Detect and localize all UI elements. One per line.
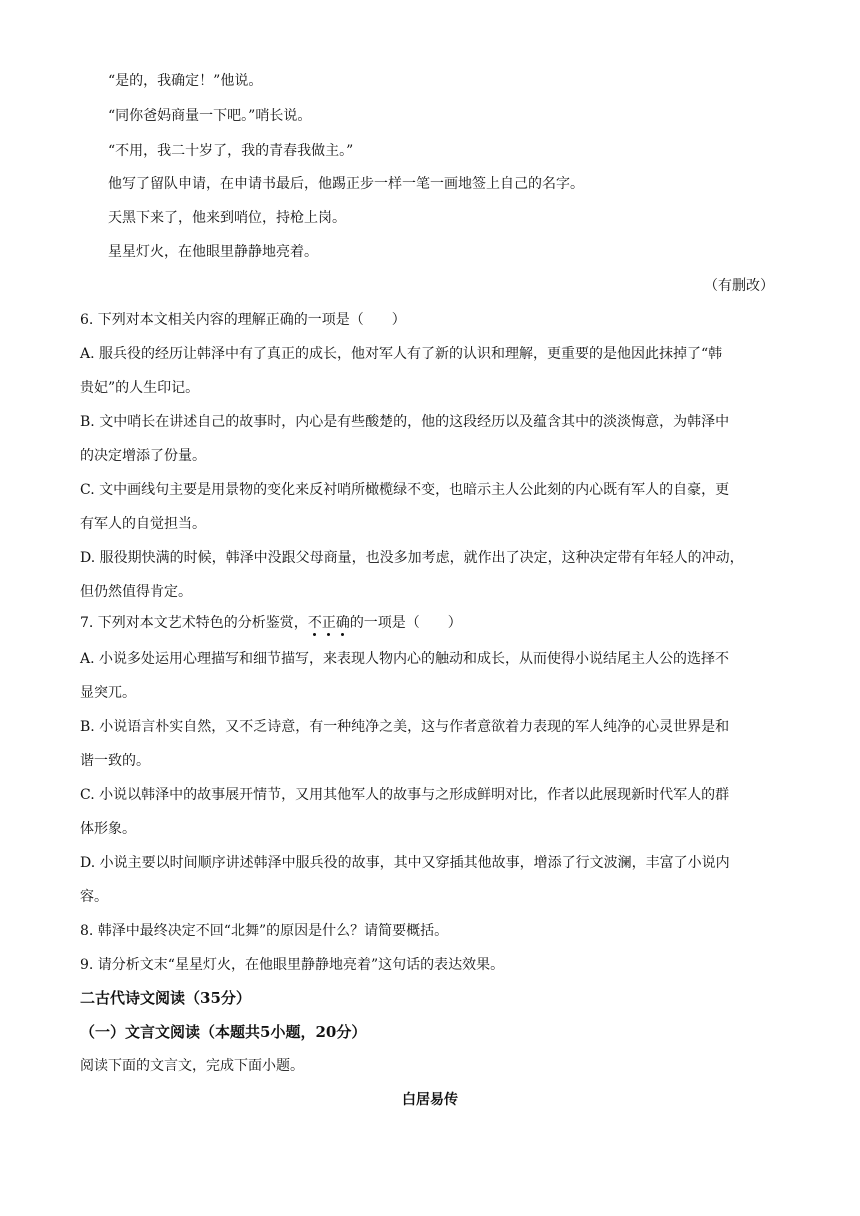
question-6-option-a: A. 服兵役的经历让韩泽中有了真正的成长，他对军人有了新的认识和理解，更重要的是他因此抹掉了“韩 — [80, 346, 723, 362]
emphasis-char: 不 — [307, 615, 322, 631]
question-7-option-a: A. 小说多处运用心理描写和细节描写，来表现人物内心的触动和成长，从而使得小说结尾主人公的选择不 — [80, 651, 730, 667]
question-7-option-d: D. 小说主要以时间顺序讲述韩泽中服兵役的故事，其中又穿插其他故事，增添了行文波澜，丰富了小说内 — [80, 855, 730, 871]
section-2-subtitle: （一）文言文阅读（本题共5小题，20分） — [80, 1023, 367, 1041]
emphasis-char: 确 — [335, 615, 350, 631]
question-7-stem-post: 的一项是（ ） — [349, 615, 462, 631]
story-line: “不用，我二十岁了，我的青春我做主。” — [108, 143, 354, 159]
question-6-option-b: B. 文中哨长在讲述自己的故事时，内心是有些酸楚的，他的这段经历以及蕴含其中的淡淡悔意，为韩泽中 — [80, 414, 730, 430]
question-7-stem — [80, 613, 462, 633]
question-6-stem: 6. 下列对本文相关内容的理解正确的一项是（ ） — [80, 312, 406, 328]
question-7-option-d-cont: 容。 — [80, 889, 108, 905]
story-line: 天黑下来了，他来到哨位，持枪上岗。 — [108, 210, 346, 226]
question-6-option-c-cont: 有军人的自觉担当。 — [80, 516, 206, 532]
section-2-title: 二古代诗文阅读（35分） — [80, 989, 251, 1007]
question-7-option-a-cont: 显突兀。 — [80, 685, 136, 701]
source-note: （有删改） — [704, 278, 774, 294]
question-6-option-a-cont: 贵妃”的人生印记。 — [80, 380, 200, 396]
question-8: 8. 韩泽中最终决定不回“北舞”的原因是什么？请简要概括。 — [80, 923, 449, 939]
question-6-option-d-cont: 但仍然值得肯定。 — [80, 584, 192, 600]
question-7-option-b-cont: 谐一致的。 — [80, 753, 150, 769]
section-2-instruction: 阅读下面的文言文，完成下面小题。 — [80, 1058, 304, 1074]
question-7-stem-pre: 7. 下列对本文艺术特色的分析鉴赏， — [80, 615, 308, 631]
emphasis-char: 正 — [321, 615, 336, 631]
passage-title: 白居易传 — [402, 1092, 458, 1108]
story-line: “是的，我确定！”他说。 — [108, 73, 263, 89]
question-7-option-c-cont: 体形象。 — [80, 821, 136, 837]
story-line: 星星灯火，在他眼里静静地亮着。 — [108, 244, 318, 260]
story-line: 他写了留队申请，在申请书最后，他踢正步一样一笔一画地签上自己的名字。 — [108, 176, 584, 192]
question-6-option-b-cont: 的决定增添了份量。 — [80, 448, 206, 464]
story-line: “同你爸妈商量一下吧。”哨长说。 — [108, 108, 312, 124]
question-7-option-b: B. 小说语言朴实自然，又不乏诗意，有一种纯净之美，这与作者意欲着力表现的军人纯净的心灵世界是和 — [80, 719, 730, 735]
question-6-option-d: D. 服役期快满的时候，韩泽中没跟父母商量，也没多加考虑，就作出了决定，这种决定带有年轻人的冲动， — [80, 550, 744, 566]
question-9: 9. 请分析文末“星星灯火，在他眼里静静地亮着”这句话的表达效果。 — [80, 957, 505, 973]
question-7-option-c: C. 小说以韩泽中的故事展开情节，又用其他军人的故事与之形成鲜明对比，作者以此展现新时代军人的群 — [80, 787, 730, 803]
question-6-option-c: C. 文中画线句主要是用景物的变化来反衬哨所橄榄绿不变，也暗示主人公此刻的内心既有军人的自豪，更 — [80, 482, 730, 498]
